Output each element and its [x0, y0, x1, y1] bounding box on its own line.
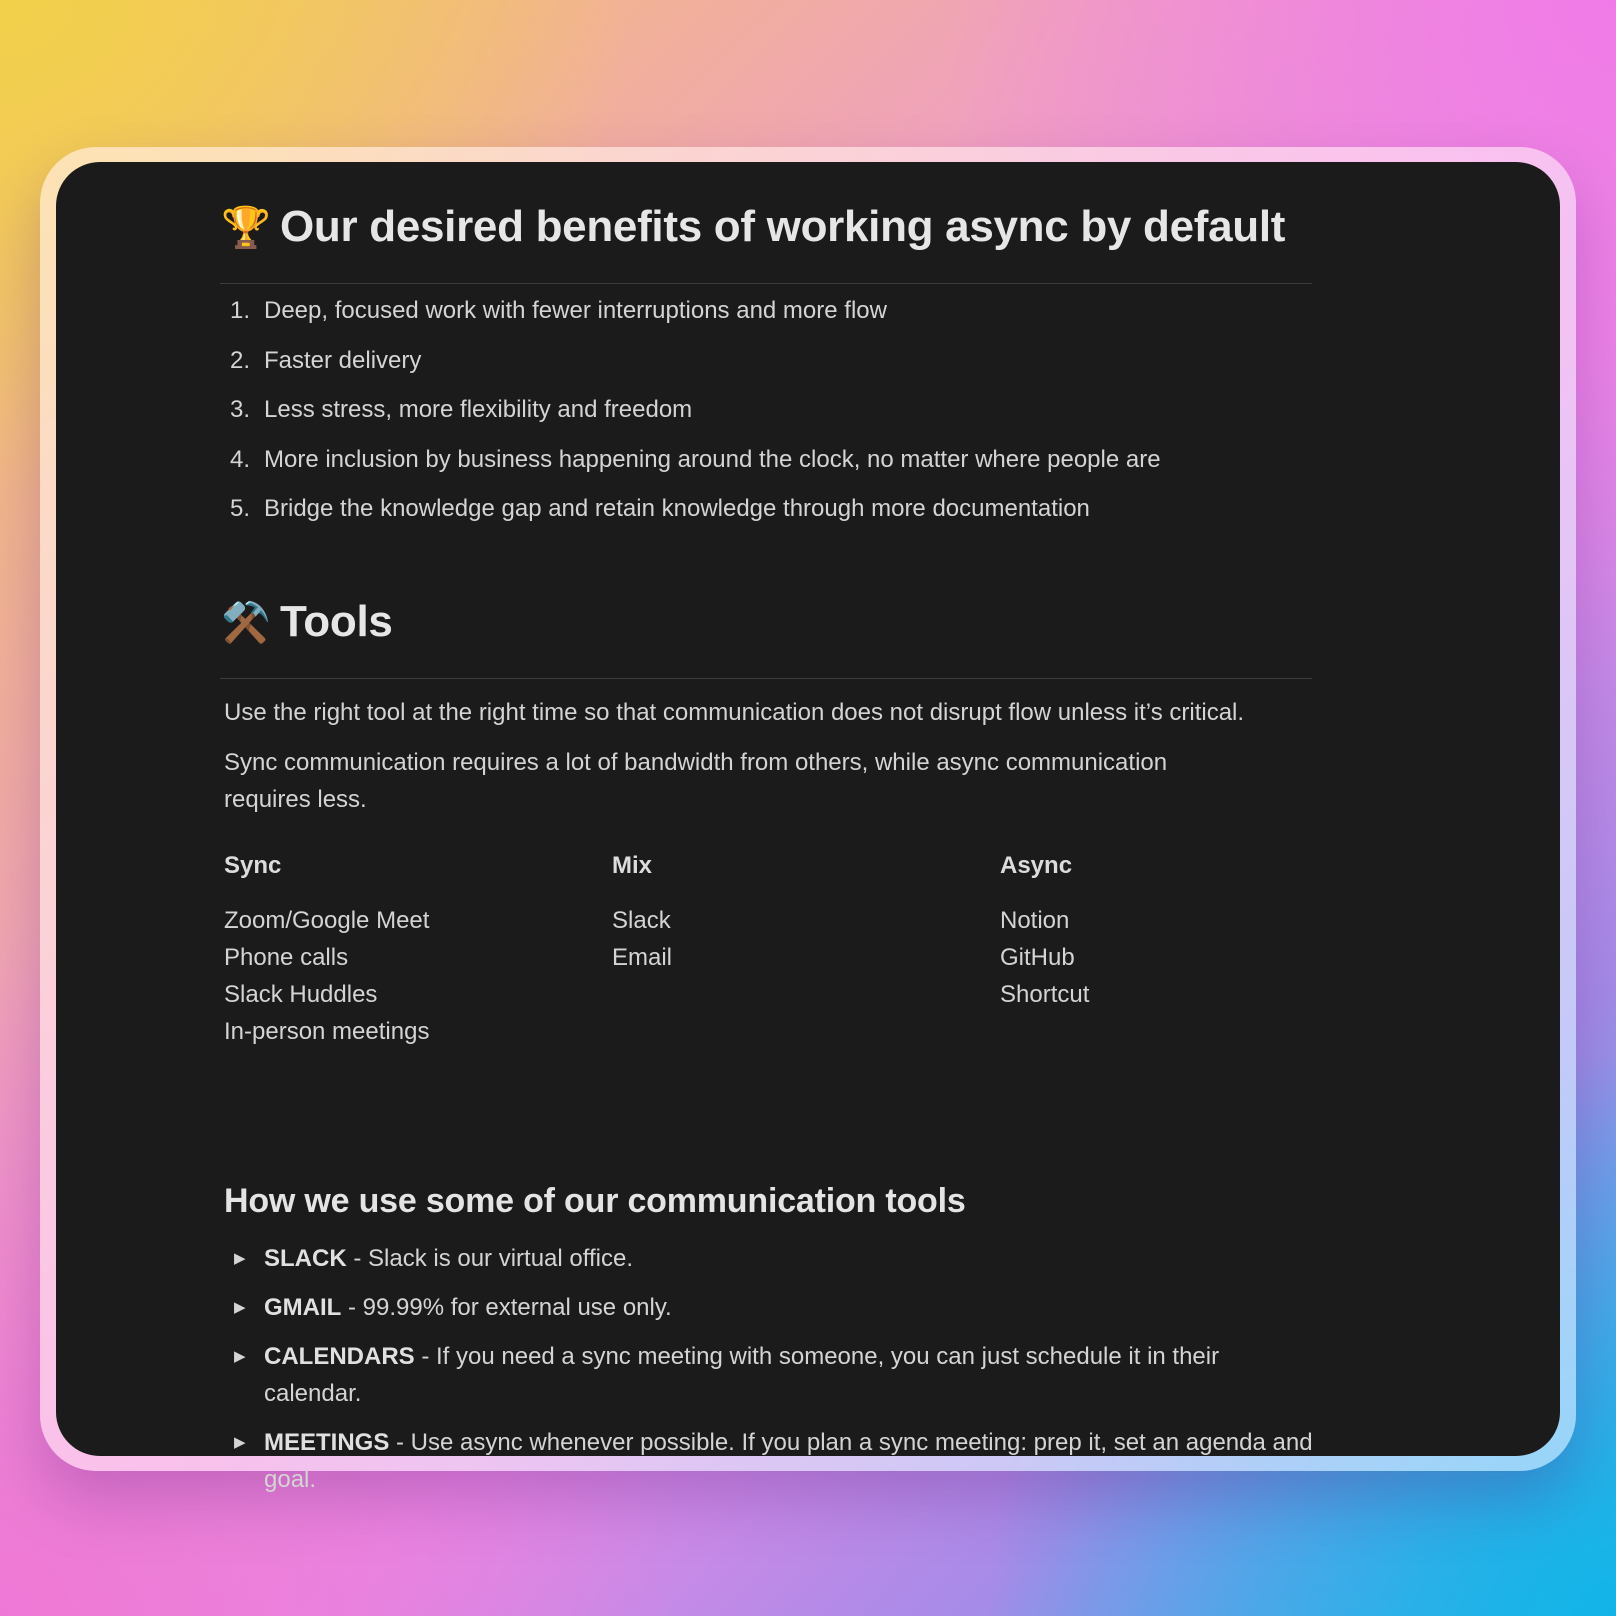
- column-heading: Mix: [612, 852, 653, 879]
- mix-column: [612, 852, 1000, 1050]
- toggle-text: [264, 1289, 1322, 1326]
- tool-item: In-person meetings: [224, 1018, 430, 1045]
- trophy-icon: 🏆: [221, 205, 271, 250]
- list-item-number: 2.: [230, 346, 251, 374]
- list-item: [222, 495, 1316, 545]
- usage-heading: How we use some of our communication tools: [224, 1182, 966, 1220]
- list-item: [222, 347, 1316, 397]
- sync-column: [224, 852, 612, 1050]
- toggle-item-calendars[interactable]: [222, 1338, 1322, 1412]
- triangle-right-icon[interactable]: ▶: [234, 1250, 246, 1267]
- tools-divider: [220, 678, 1312, 679]
- toggle-text: [264, 1240, 1322, 1277]
- toggle-key: CALENDARS: [264, 1343, 415, 1370]
- list-item-text: Less stress, more flexibility and freedom: [264, 396, 693, 423]
- column-heading: Sync: [224, 852, 282, 879]
- triangle-right-icon[interactable]: ▶: [234, 1299, 246, 1316]
- tool-item: GitHub: [1000, 944, 1075, 971]
- list-item-number: 1.: [230, 297, 251, 324]
- notion-page-card: [56, 162, 1560, 1493]
- list-item-text: Deep, focused work with fewer interruptions and more flow: [264, 297, 887, 324]
- list-item-number: 4.: [230, 445, 251, 473]
- toggle-item-gmail[interactable]: [222, 1289, 1322, 1326]
- toggle-key: SLACK: [264, 1245, 347, 1272]
- tool-item: Zoom/Google Meet: [224, 907, 430, 934]
- benefits-heading-text: Our desired benefits of working async by default: [280, 202, 1286, 251]
- list-item: [222, 297, 1316, 347]
- tools-heading: [222, 597, 393, 647]
- tool-item: Slack Huddles: [224, 981, 378, 1008]
- tools-paragraph-1: Use the right tool at the right time so that communication does not disrupt flow unless it’s critical.: [224, 699, 1245, 726]
- benefits-heading: [222, 202, 1285, 252]
- tools-columns: [224, 852, 1388, 1050]
- tool-item: Notion: [1000, 907, 1070, 934]
- toggle-text: [264, 1424, 1322, 1498]
- benefits-list: [222, 297, 1316, 545]
- list-item-text: Bridge the knowledge gap and retain knowledge through more documentation: [264, 495, 1090, 522]
- list-item-number: 5.: [230, 495, 251, 522]
- toggle-description: - 99.99% for external use only.: [341, 1294, 672, 1321]
- toggle-item-meetings[interactable]: [222, 1424, 1322, 1498]
- toggle-description: - Use async whenever possible. If you plan a sync meeting: prep it, set an agenda and goal.: [264, 1429, 1313, 1493]
- toggle-item-slack[interactable]: [222, 1240, 1322, 1277]
- list-item-text: More inclusion by business happening around the clock, no matter where people are: [264, 445, 1161, 473]
- tools-heading-text: Tools: [280, 597, 393, 646]
- benefits-divider: [220, 283, 1312, 284]
- list-item-number: 3.: [230, 396, 251, 423]
- toggle-key: GMAIL: [264, 1294, 342, 1321]
- triangle-right-icon[interactable]: ▶: [234, 1348, 246, 1365]
- toggle-description: - If you need a sync meeting with someone, you can just schedule it in their calendar.: [264, 1343, 1220, 1407]
- column-heading: Async: [1000, 852, 1073, 879]
- tool-item: Phone calls: [224, 944, 349, 971]
- list-item-text: Faster delivery: [264, 346, 422, 374]
- async-column: [1000, 852, 1388, 1050]
- toggle-description: - Slack is our virtual office.: [346, 1245, 633, 1272]
- tool-item: Email: [612, 944, 673, 971]
- tool-item: Slack: [612, 907, 671, 934]
- toggle-key: MEETINGS: [264, 1429, 390, 1456]
- triangle-right-icon[interactable]: ▶: [234, 1434, 246, 1451]
- toggle-list: [222, 1240, 1322, 1510]
- tool-item: Shortcut: [1000, 981, 1090, 1008]
- list-item: [222, 446, 1316, 496]
- hammer-and-wrench-icon: ⚒️: [221, 600, 271, 645]
- tools-paragraph-2: Sync communication requires a lot of bandwidth from others, while async communication requires less.: [224, 749, 1168, 813]
- list-item: [222, 396, 1316, 446]
- toggle-text: [264, 1338, 1322, 1412]
